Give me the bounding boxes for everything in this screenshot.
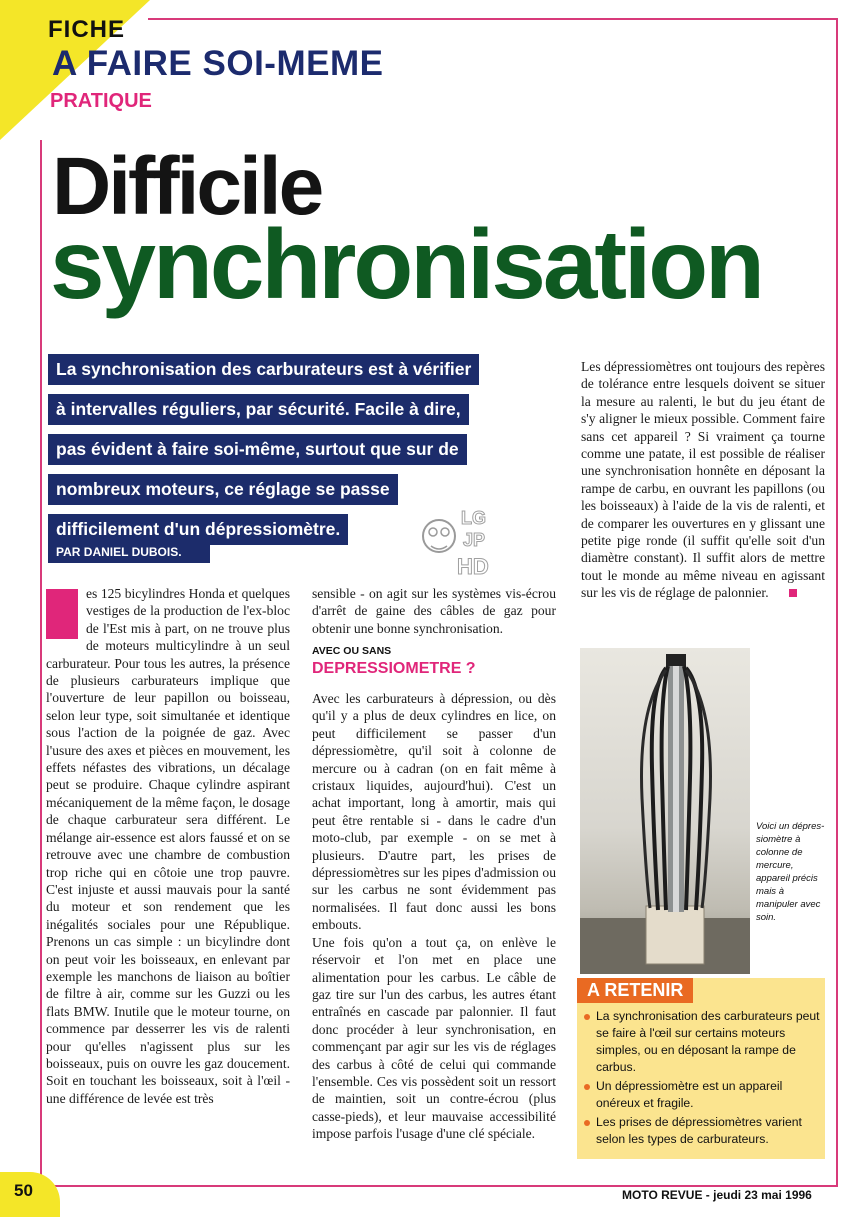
author-byline: PAR DANIEL DUBOIS. (48, 541, 210, 563)
lead-line: nombreux moteurs, ce réglage se passe (48, 474, 398, 505)
lead-line: pas évident à faire soi-même, surtout que sur de (48, 434, 467, 465)
frame-right-rule (836, 18, 838, 1186)
body-text: es 125 bicylindres Honda et quelques vestiges de la production de l'ex-bloc de l'Est mis à part, on ne trouve plus de moteurs multicylindre à un seul carburateur. Pour tous les autres, la présence de plusieurs carburateurs implique que l'ouverture de leur papillon ou boisseau, selon leur type, soit simultanée et identique sous l'action de la poignée de gaz. Avec l'usure des axes et pièces en mouvement, les effets néfastes des vibrations, un décalage peut se produire. Chaque cylindre aspirant mécaniquement de la même façon, le dosage de chaque carburateur sera différent. Le mélange air-essence est alors faussé et on se retrouve avec une chambre de combustion trop riche qui en côtoie une trop pauvre. C'est injuste et aussi mauvais pour la santé du moteur et son rendement que les inégalités sociales pour une République. Prenons un cas simple : un bicylindre dont on peut voir les boisseaux, en enlevant par exemple les manchons de liaison au boîtier de filtre à air, comme sur les Guzzi ou les flats BMW. Inutile que le moteur tourne, on commence par desserrer les vis de ralenti pour qu'elles n'agissent plus sur les boisseaux, puis on ouvre les gaz doucement. Soit en touchant les boisseaux, soit à l'œil - une différence de levée est très (46, 586, 290, 1106)
key-points-title: A RETENIR (577, 978, 693, 1003)
body-column-3 (581, 358, 825, 602)
body-column-2 (312, 690, 556, 1143)
lead-line: difficilement d'un dépressiomètre. (48, 514, 348, 545)
lead-line: à intervalles réguliers, par sécurité. Facile à dire, (48, 394, 469, 425)
header-rubric-title: A FAIRE SOI-MEME (52, 44, 384, 83)
frame-top-rule (148, 18, 838, 20)
article-title-line1: Difficile (52, 141, 322, 232)
depressiometer-photo (580, 648, 750, 974)
key-point-item: Un dépressiomètre est un appareil onéreux et fragile. (582, 1078, 820, 1112)
body-column-1 (46, 585, 290, 1107)
drop-cap-block (46, 589, 78, 639)
key-points-list (582, 1008, 820, 1150)
subhead-title: DEPRESSIOMETRE ? (312, 660, 476, 677)
svg-text:LG: LG (461, 508, 486, 528)
header-fiche-label: FICHE (48, 16, 125, 43)
svg-text:JP: JP (463, 530, 486, 550)
article-title-line2: synchronisation (50, 209, 762, 319)
end-of-article-mark (789, 589, 797, 597)
photo-caption: Voici un dépres-siomètre à colonne de mercure, appareil précis mais à manipuler avec soin. (756, 821, 825, 923)
frame-left-rule (40, 140, 42, 1186)
frame-bottom-rule (40, 1185, 838, 1187)
page-number: 50 (14, 1181, 33, 1200)
header-section-label: PRATIQUE (50, 90, 152, 112)
body-text: sensible - on agit sur les systèmes vis-écrou d'arrêt de gaine des câbles de gaz pour obtenir une bonne synchronisation. (312, 586, 556, 636)
publication-footer: MOTO REVUE - jeudi 23 mai 1996 (622, 1188, 812, 1202)
subhead-kicker: AVEC OU SANS (312, 645, 392, 657)
body-text: Les dépressiomètres ont toujours des repères de tolérance entre lesquels doivent se situer la mesure au ralenti, le but du jeu étant de s'y aligner le mieux possible. Comment faire sans cet appareil ? Si vraiment ça tourne comme une patate, il est possible de réaliser une synchronisation honnête en déposant la rampe de carbu, en ouvrant les papillons (ou les boisseaux) à l'aide de la vis de ralenti, et de comparer les ouvertures en y glissant une petite pige ronde (il suffit qu'elle soit d'un diamètre constant). Il suffit alors de mettre tout le monde au même niveau en agissant sur les vis de réglage de palonnier. (581, 359, 825, 601)
watermark-logo (415, 502, 505, 582)
mercury-column-illustration (580, 648, 750, 974)
body-column-2-top (312, 585, 556, 637)
svg-text:HD: HD (457, 554, 489, 579)
lead-line: La synchronisation des carburateurs est à vérifier (48, 354, 479, 385)
key-point-item: La synchronisation des carburateurs peut se faire à l'œil sur certains moteurs simples, ou en déposant la rampe de carbus. (582, 1008, 820, 1076)
key-point-item: Les prises de dépressiomètres varient selon les types de carburateurs. (582, 1114, 820, 1148)
body-paragraph: Une fois qu'on a tout ça, on enlève le réservoir et l'on met en place une alimentation pour les carbus. Le câble de gaz tire sur l'un des carbus, les autres étant entraînés en cascade par palonnier. Il faut donc procéder à leur synchronisation, en commençant par agir sur les vis de réglages des carbus à côté de celui qui commande l'ensemble. Ces vis possèdent soit un ressort de maintien, soit un contre-écrou (plus casse-pieds), et leur mauvaise accessibilité impose parfois l'usage d'une clé spéciale. (312, 934, 556, 1142)
body-paragraph: Avec les carburateurs à dépression, ou dès qu'il y a plus de deux cylindres en lice, on peut difficilement se passer d'un dépressiomètre, qu'il soit à colonne de mercure ou à cadran (on en fait même à cristaux liquides, aujourd'hui). C'est un achat important, long à amortir, mais qui peut être rentable si - dans le cadre d'un moto-club, par exemple - on se met à plusieurs. D'autre part, les prises de dépressiomètres sur les pipes d'admission ou sur les carbus ne sont évidemment pas normalisées. Il faut donc aussi les bons embouts. (312, 691, 556, 933)
